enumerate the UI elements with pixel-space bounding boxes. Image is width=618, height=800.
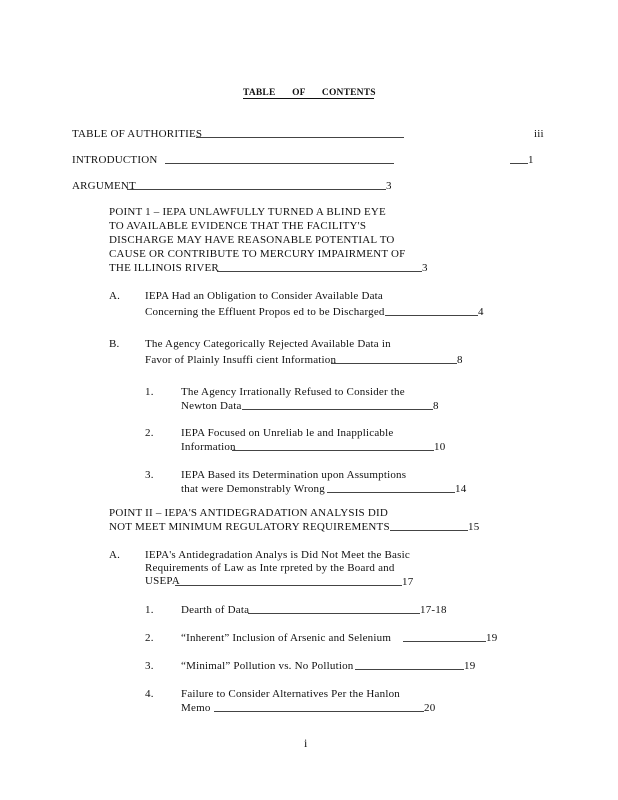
page-ref: 17 bbox=[402, 576, 414, 588]
leader-line bbox=[385, 315, 478, 316]
page-ref: 3 bbox=[386, 180, 392, 192]
leader-line bbox=[217, 271, 422, 272]
leader-line bbox=[355, 669, 464, 670]
entry-label: ARGUMENT bbox=[72, 180, 136, 192]
entry-label-line: DISCHARGE MAY HAVE REASONABLE POTENTIAL TO bbox=[109, 234, 395, 246]
page-ref: 4 bbox=[478, 306, 484, 318]
leader-line bbox=[196, 137, 404, 138]
entry-marker: 3. bbox=[145, 469, 154, 481]
leader-line bbox=[175, 585, 402, 586]
page-ref: 10 bbox=[434, 441, 446, 453]
entry-label-line: “Minimal” Pollution vs. No Pollution bbox=[181, 660, 354, 672]
entry-label-line: Concerning the Effluent Propos ed to be Discharged bbox=[145, 306, 385, 318]
entry-marker: 1. bbox=[145, 604, 154, 616]
entry-label-line: TO AVAILABLE EVIDENCE THAT THE FACILITY'S bbox=[109, 220, 367, 232]
entry-label-line: “Inherent” Inclusion of Arsenic and Selenium bbox=[181, 632, 392, 644]
entry-marker: 1. bbox=[145, 386, 154, 398]
entry-label-line: Favor of Plainly Insuffi cient Information bbox=[145, 354, 337, 366]
leader-line bbox=[510, 163, 528, 164]
page-ref: 3 bbox=[422, 262, 428, 274]
entry-marker: 4. bbox=[145, 688, 154, 700]
entry-label-line: Newton Data bbox=[181, 400, 242, 412]
entry-label-line: IEPA's Antidegradation Analys is Did Not Meet the Basic bbox=[145, 549, 410, 561]
page-ref: 17-18 bbox=[420, 604, 447, 616]
page-ref: 14 bbox=[455, 483, 467, 495]
entry-label-line: POINT II – IEPA'S ANTIDEGRADATION ANALYSIS DID bbox=[109, 507, 388, 519]
leader-line bbox=[232, 450, 434, 451]
entry-label-line: that were Demonstrably Wrong bbox=[181, 483, 325, 495]
entry-label-line: Requirements of Law as Inte rpreted by the Board and bbox=[145, 562, 395, 574]
leader-line bbox=[331, 363, 457, 364]
entry-marker: 2. bbox=[145, 427, 154, 439]
entry-marker: A. bbox=[109, 290, 121, 302]
page-ref: 19 bbox=[486, 632, 498, 644]
entry-label-line: IEPA Focused on Unreliab le and Inapplicable bbox=[181, 427, 394, 439]
leader-line bbox=[327, 492, 455, 493]
entry-label: INTRODUCTION bbox=[72, 154, 158, 166]
leader-line bbox=[248, 613, 420, 614]
entry-marker: B. bbox=[109, 338, 120, 350]
leader-line bbox=[214, 711, 424, 712]
leader-line bbox=[242, 409, 433, 410]
entry-label: TABLE OF AUTHORITIES bbox=[72, 128, 203, 140]
leader-line bbox=[390, 530, 468, 531]
page-ref: 19 bbox=[464, 660, 476, 672]
page-title: TABLE OF CONTENTS bbox=[243, 88, 376, 98]
page-ref: iii bbox=[534, 128, 544, 140]
entry-label-line: CAUSE OR CONTRIBUTE TO MERCURY IMPAIRMENT OF bbox=[109, 248, 406, 260]
leader-line bbox=[165, 163, 394, 164]
entry-label-line: The Agency Irrationally Refused to Consider the bbox=[181, 386, 405, 398]
leader-line bbox=[403, 641, 486, 642]
entry-label-line: Failure to Consider Alternatives Per the Hanlon bbox=[181, 688, 400, 700]
page-ref: 1 bbox=[528, 154, 534, 166]
entry-label-line: Memo bbox=[181, 702, 211, 714]
page-ref: 15 bbox=[468, 521, 480, 533]
entry-label-line: USEPA bbox=[145, 575, 180, 587]
entry-label-line: THE ILLINOIS RIVER bbox=[109, 262, 219, 274]
entry-label-line: POINT 1 – IEPA UNLAWFULLY TURNED A BLIND EYE bbox=[109, 206, 386, 218]
entry-marker: 2. bbox=[145, 632, 154, 644]
entry-marker: 3. bbox=[145, 660, 154, 672]
page-number: i bbox=[304, 736, 308, 750]
page-ref: 8 bbox=[457, 354, 463, 366]
entry-label-line: The Agency Categorically Rejected Available Data in bbox=[145, 338, 391, 350]
entry-label-line: NOT MEET MINIMUM REGULATORY REQUIREMENTS bbox=[109, 521, 390, 533]
entry-label-line: IEPA Based its Determination upon Assumptions bbox=[181, 469, 407, 481]
entry-marker: A. bbox=[109, 549, 121, 561]
page-ref: 8 bbox=[433, 400, 439, 412]
entry-label-line: IEPA Had an Obligation to Consider Available Data bbox=[145, 290, 384, 302]
entry-label-line: Information bbox=[181, 441, 236, 453]
page-ref: 20 bbox=[424, 702, 436, 714]
leader-line bbox=[127, 189, 386, 190]
entry-label-line: Dearth of Data bbox=[181, 604, 250, 616]
